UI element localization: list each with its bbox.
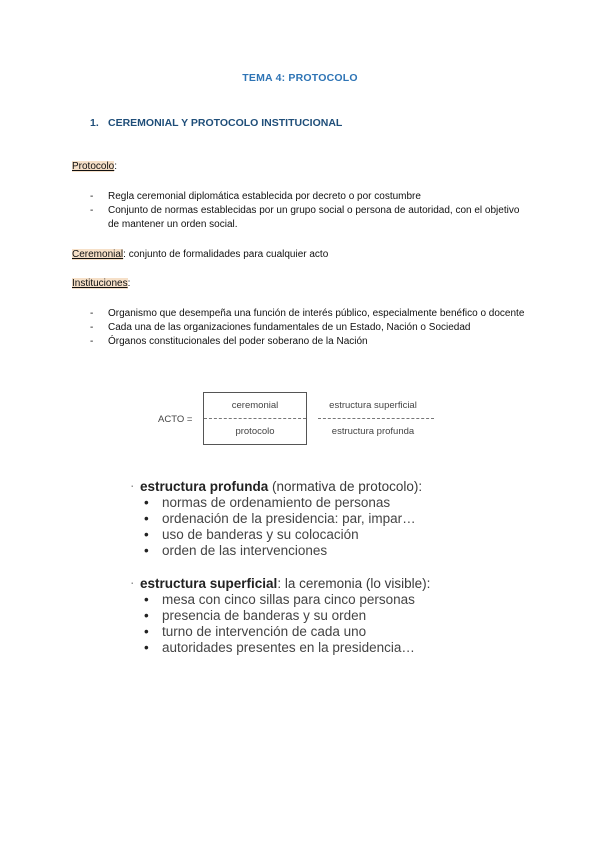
superficial-heading: [130, 575, 530, 592]
acto-box: [203, 392, 307, 445]
profunda-list: [130, 495, 530, 559]
protocolo-list: [90, 190, 530, 232]
superficial-rest: : la ceremonia (lo visible):: [277, 576, 431, 591]
instituciones-label-line: [72, 278, 130, 289]
protocolo-label: Protocolo: [72, 161, 115, 172]
instituciones-label: Instituciones: [72, 278, 128, 289]
profunda-bold: estructura profunda: [140, 479, 269, 494]
profunda-heading: [130, 478, 530, 495]
box-divider: [204, 418, 306, 419]
list-item: • uso de banderas y su colocación: [144, 527, 530, 543]
list-item: • ordenación de la presidencia: par, impar…: [144, 511, 530, 527]
profunda-block: [130, 478, 530, 559]
protocolo-colon: :: [114, 161, 118, 172]
list-item: • autoridades presentes en la presidencia…: [144, 640, 530, 656]
ceremonial-label: Ceremonial: [72, 249, 124, 260]
list-item: • turno de intervención de cada uno: [144, 624, 530, 640]
superficial-list: [130, 592, 530, 656]
list-item: • mesa con cinco sillas para cinco personas: [144, 592, 530, 608]
list-item: • orden de las intervenciones: [144, 543, 530, 559]
protocolo-label-line: [72, 161, 117, 172]
list-item: - Cada una de las organizaciones fundamentales de un Estado, Nación o Sociedad: [90, 321, 530, 335]
superficial-block: [130, 575, 530, 656]
right-divider: [318, 418, 434, 419]
acto-diagram: [150, 392, 450, 452]
superficial-bold: estructura superficial: [140, 576, 278, 591]
instituciones-colon: :: [127, 278, 131, 289]
list-item: • presencia de banderas y su orden: [144, 608, 530, 624]
list-item: - Organismo que desempeña una función de interés público, especialmente benéfico o docente: [90, 307, 530, 321]
section-title: CEREMONIAL Y PROTOCOLO INSTITUCIONAL: [108, 117, 343, 129]
section-number: 1.: [90, 117, 99, 129]
instituciones-list: [90, 307, 530, 349]
list-item: - Conjunto de normas establecidas por un grupo social o persona de autoridad, con el objetivo de mantener un orden social.: [90, 204, 530, 232]
list-item: - Órganos constitucionales del poder soberano de la Nación: [90, 335, 530, 349]
profunda-rest: (normativa de protocolo):: [268, 479, 423, 494]
protocolo-cell: protocolo: [235, 426, 275, 437]
list-item: • normas de ordenamiento de personas: [144, 495, 530, 511]
ceremonial-definition: : conjunto de formalidades para cualquier acto: [123, 249, 329, 260]
page-title: TEMA 4: PROTOCOLO: [242, 72, 358, 84]
profunda-label: estructura profunda: [331, 426, 415, 437]
list-item: - Regla ceremonial diplomática establecida por decreto o por costumbre: [90, 190, 530, 204]
section-heading: [90, 117, 342, 129]
acto-label: ACTO =: [158, 414, 193, 425]
ceremonial-line: [72, 249, 328, 260]
ceremonial-cell: ceremonial: [231, 400, 279, 411]
superficial-label: estructura superficial: [329, 400, 417, 411]
